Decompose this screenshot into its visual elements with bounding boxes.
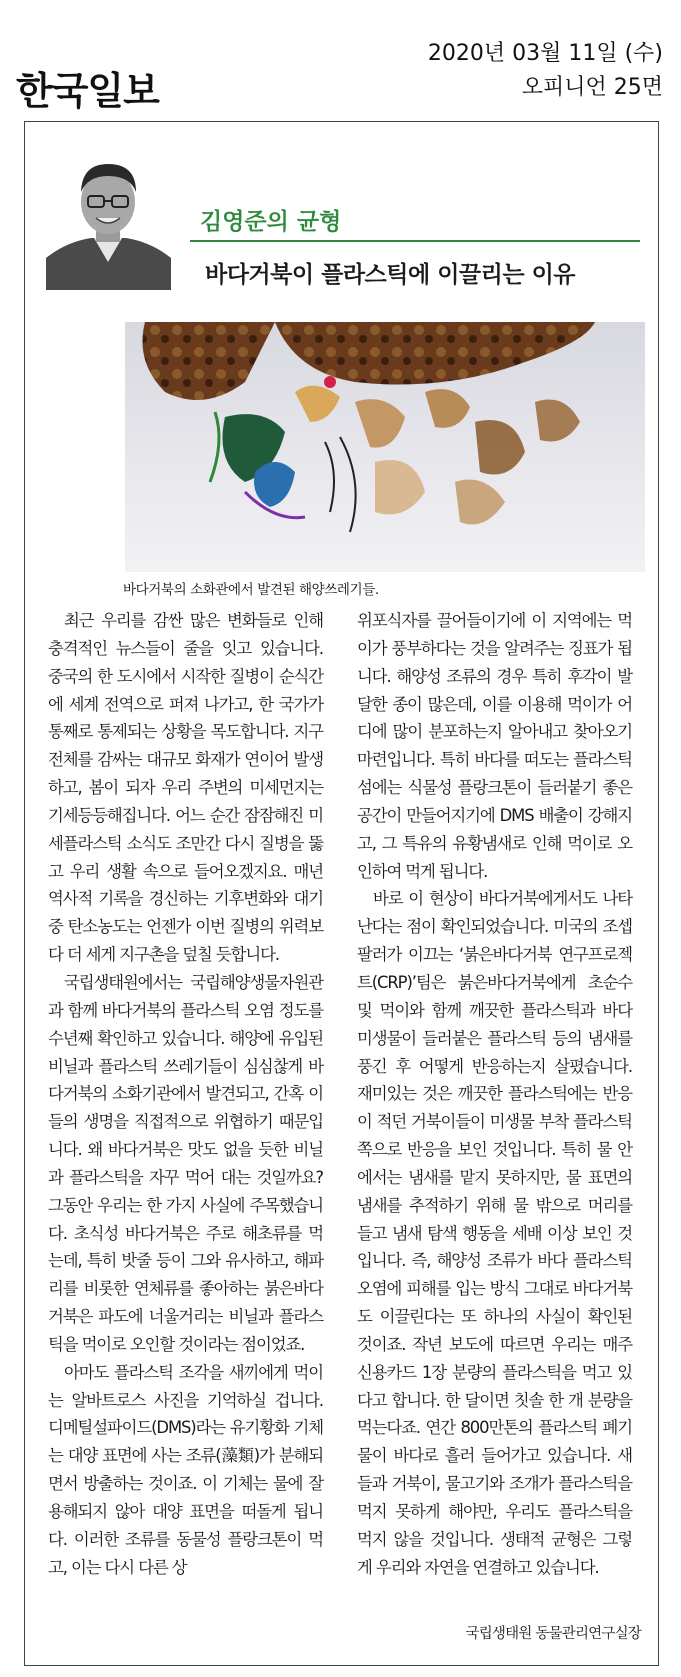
body-paragraph: 아마도 플라스틱 조각을 새끼에게 먹이는 알바트로스 사진을 기억하실 겁니다. 디메틸설파이드(DMS)라는 유기황화 기체는 대양 표면에 사는 조류(藻類)가 분해되면서 방출하는 것이죠. 이 기체는 물에 잘 용해되지 않아 대양 표면을 떠돌게 됩니다. 이러한 조류를 동물성 플랑크톤이 먹고, 이는 다시 다른 상 — [48, 1362, 323, 1577]
publication-date: 2020년 03월 11일 (수) — [427, 41, 663, 66]
article-body-left-column — [48, 607, 323, 1582]
body-paragraph: 바로 이 현상이 바다거북에게서도 나타난다는 점이 확인되었습니다. 미국의 조셉 팔러가 이끄는 ‘붉은바다거북 연구프로젝트(CRP)’팀은 붉은바다거북에게 초순수 및 먹이와 함께 깨끗한 플라스틱과 바다 미생물이 들러붙은 플라스틱 등의 냄새를 풍긴 후 어떻게 반응하는지 살폈습니다. 재미있는 것은 깨끗한 플라스틱에는 반응이 적던 거북이들이 미생물 부착 플라스틱 쪽으로 반응을 보인 것입니다. 특히 물 안에서는 냄새를 맡지 못하지만, 물 표면의 냄새를 추적하기 위해 물 밖으로 머리를 들고 냄새 탐색 행동을 세배 이상 보인 것입니다. 즉, 해양성 조류가 바다 플라스틱 오염에 피해를 입는 방식 그대로 바다거북도 이끌린다는 또 하나의 사실이 확인된 것이죠. 작년 보도에 따르면 우리는 매주 신용카드 1장 분량의 플라스틱을 먹고 있다고 합니다. 한 달이면 칫솔 한 개 분량을 먹는다죠. 연간 800만톤의 플라스틱 폐기물이 바다로 흘러 들어가고 있습니다. 새들과 거북이, 물고기와 조개가 플라스틱을 먹지 못하게 해야만, 우리도 플라스틱을 먹지 않을 것입니다. 생태적 균형은 그렇게 우리와 자연을 연결하고 있습니다. — [357, 889, 632, 1577]
article-headline: 바다거북이 플라스틱에 이끌리는 이유 — [205, 261, 576, 288]
marine-debris-photo — [125, 322, 645, 572]
newspaper-logo: 한국일보 — [16, 69, 159, 113]
page-section: 오피니언 25면 — [521, 75, 663, 100]
author-byline: 국립생태원 동물관리연구실장 — [465, 1626, 641, 1642]
column-name: 김영준의 균형 — [200, 209, 342, 235]
body-paragraph: 위포식자를 끌어들이기에 이 지역에는 먹이가 풍부하다는 것을 알려주는 징표가 됩니다. 해양성 조류의 경우 특히 후각이 발달한 종이 많은데, 이를 이용해 먹이가 어디에 많이 분포하는지 알아내고 찾아오기 마련입니다. 특히 바다를 떠도는 플라스틱 섬에는 식물성 플랑크톤이 들러붙기 좋은 공간이 만들어지기에 DMS 배출이 강해지고, 그 특유의 유황냄새로 인해 먹이로 오인하여 먹게 됩니다. — [357, 611, 632, 881]
body-paragraph: 최근 우리를 감싼 많은 변화들로 인해 충격적인 뉴스들이 줄을 잇고 있습니다. 중국의 한 도시에서 시작한 질병이 순식간에 세계 전역으로 퍼져 나가고, 한 국가가 통째로 통제되는 상황을 목도합니다. 지구 전체를 감싸는 대규모 화재가 연이어 발생하고, 봄이 되자 우리 주변의 미세먼지는 기세등등해집니다. 어느 순간 잠잠해진 미세플라스틱 소식도 조만간 다시 질병을 뚫고 우리 생활 속으로 들어오겠지요. 매년 역사적 기록을 경신하는 기후변화와 대기 중 탄소농도는 언젠가 이번 질병의 위력보다 더 세게 지구촌을 덮칠 듯합니다. — [48, 611, 323, 965]
photo-caption: 바다거북의 소화관에서 발견된 해양쓰레기들. — [123, 582, 379, 598]
article-body-right-column — [357, 607, 632, 1582]
body-paragraph: 국립생태원에서는 국립해양생물자원관과 함께 바다거북의 플라스틱 오염 정도를 수년째 확인하고 있습니다. 해양에 유입된 비닐과 플라스틱 쓰레기들이 심심찮게 바다거북의 소화기관에서 발견되고, 간혹 이들의 생명을 직접적으로 위협하기 때문입니다. 왜 바다거북은 맛도 없을 듯한 비닐과 플라스틱을 자꾸 먹어 대는 것일까요? 그동안 우리는 한 가지 사실에 주목했습니다. 초식성 바다거북은 주로 해초류를 먹는데, 특히 밧줄 등이 그와 유사하고, 해파리를 비롯한 연체류를 좋아하는 붉은바다거북은 파도에 너울거리는 비닐과 플라스틱을 먹이로 오인할 것이라는 점이었죠. — [48, 972, 323, 1354]
columnist-portrait — [46, 150, 171, 290]
green-divider — [190, 240, 640, 242]
